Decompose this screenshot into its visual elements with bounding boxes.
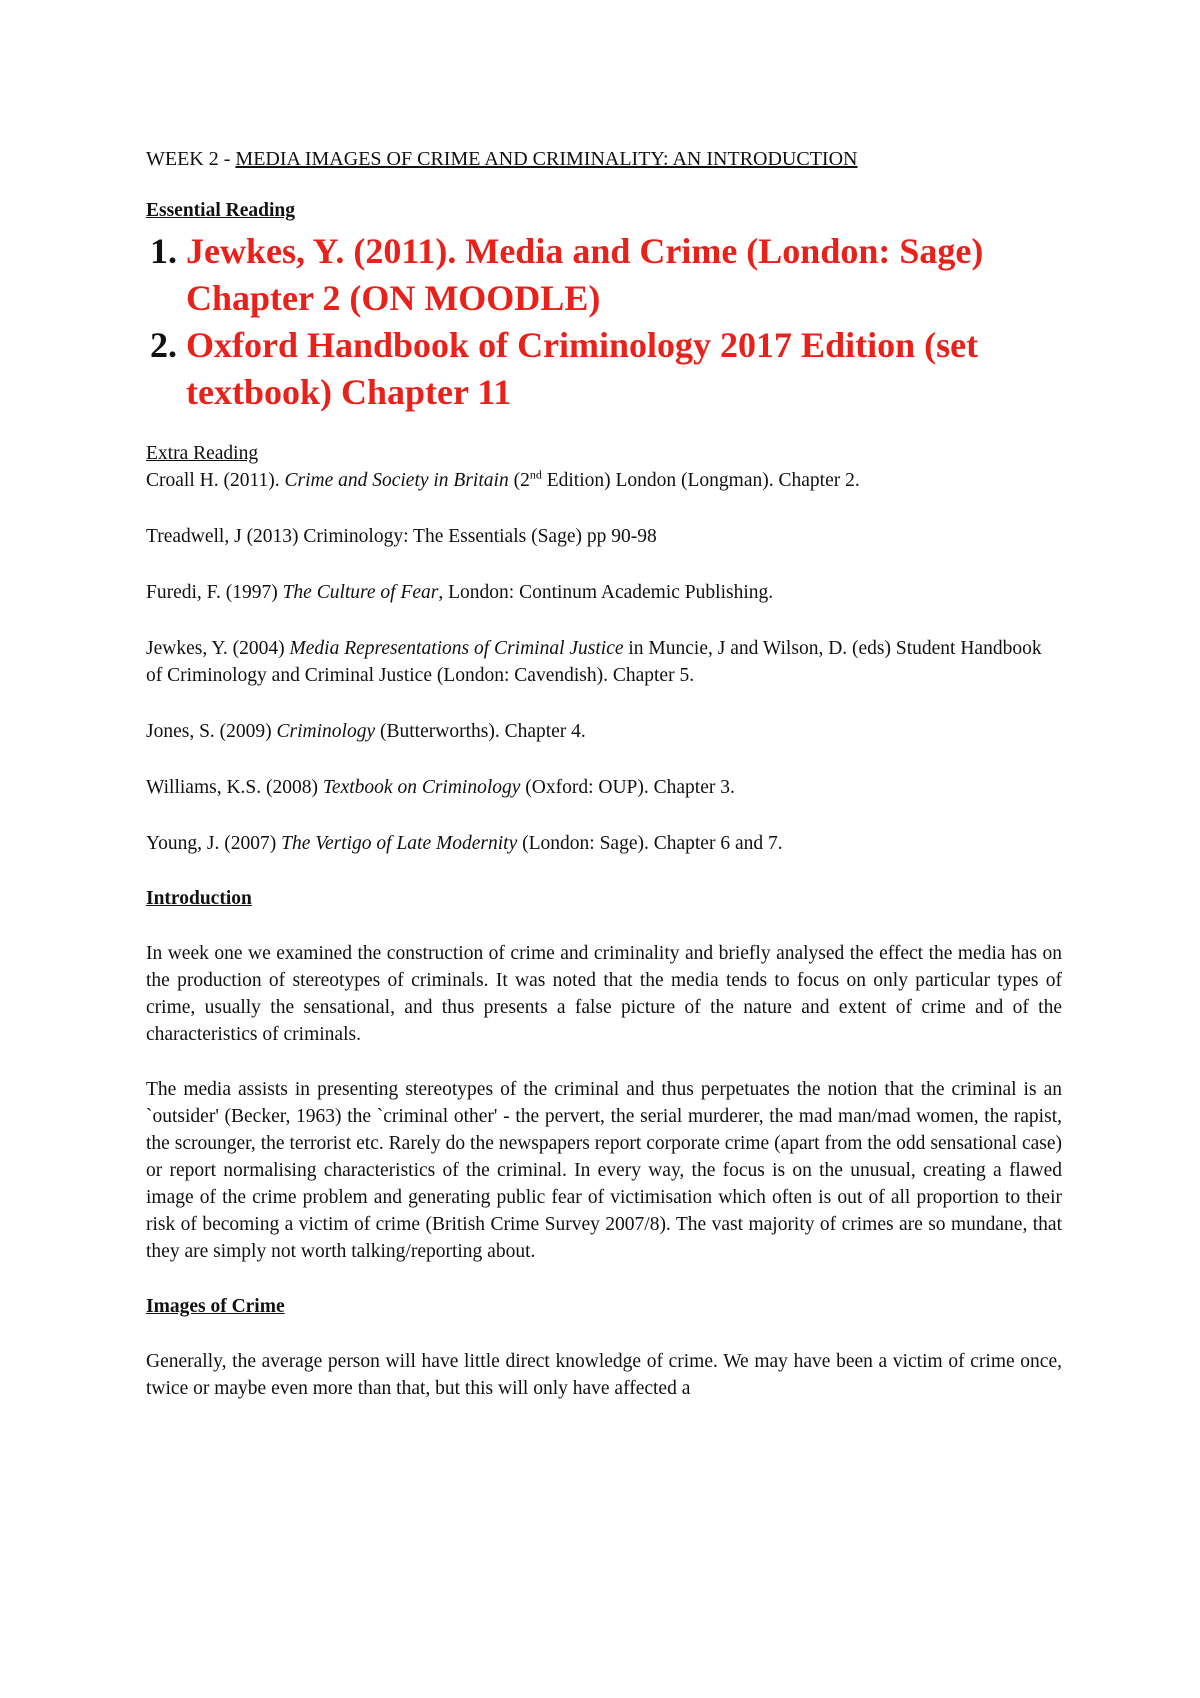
reference-williams xyxy=(146,774,1062,801)
images-of-crime-heading: Images of Crime xyxy=(146,1296,285,1317)
ref-title: Criminology xyxy=(276,721,376,742)
ref-title: Media Representations of Criminal Justice xyxy=(289,638,624,659)
reference-croall xyxy=(146,467,1062,494)
title-underlined: MEDIA IMAGES OF CRIME AND CRIMINALITY: AN INTRODUCTION xyxy=(235,148,858,170)
title-prefix: WEEK 2 - xyxy=(146,148,236,170)
extra-reading-heading: Extra Reading xyxy=(146,443,259,464)
ref-text: (Oxford: OUP). Chapter 3. xyxy=(520,777,735,798)
essential-reading-item: 1. Jewkes, Y. (2011). Media and Crime (London: Sage) Chapter 2 (ON MOODLE) xyxy=(186,228,1062,322)
ref-text: Young, J. (2007) xyxy=(146,833,282,854)
ref-text: (Butterworths). Chapter 4. xyxy=(375,721,586,742)
essential-reading-heading: Essential Reading xyxy=(146,200,295,221)
ref-text: Williams, K.S. (2008) xyxy=(146,777,323,798)
ref-text: Jewkes, Y. (2004) xyxy=(146,638,290,659)
ref-title: The Vertigo of Late Modernity xyxy=(281,833,518,854)
ref-superscript: nd xyxy=(529,467,542,482)
introduction-paragraph: The media assists in presenting stereotypes of the criminal and thus perpetuates the notion that the criminal is an `outsider' (Becker, 1963) the `criminal other' - the pervert, the serial murderer, the mad man/mad women, the rapist, the scrounger, the terrorist etc. Rarely do the newspapers report corporate crime (apart from the odd sensational case) or report normalising characteristics of the criminal. In every way, the focus is on the unusual, creating a flawed image of the crime problem and generating public fear of victimisation which often is out of all proportion to their risk of becoming a victim of crime (British Crime Survey 2007/8). The vast majority of crimes are so mundane, that they are simply not worth talking/reporting about. xyxy=(146,1079,1062,1262)
ref-text: Furedi, F. (1997) xyxy=(146,582,283,603)
ref-text: Jones, S. (2009) xyxy=(146,721,277,742)
reference-jewkes-2004 xyxy=(146,635,1062,689)
ref-text: (London: Sage). Chapter 6 and 7. xyxy=(517,833,783,854)
reference-furedi xyxy=(146,579,1062,606)
ref-text: in Muncie, J and Wilson, D. (eds) Student Handbook of Criminology and Criminal Justice (London: Cavendish). Chapter 5. xyxy=(146,638,1042,686)
reference-young xyxy=(146,830,1062,857)
images-of-crime-paragraph: Generally, the average person will have little direct knowledge of crime. We may have been a victim of crime once, twice or maybe even more than that, but this will only have affected a xyxy=(146,1351,1062,1399)
ref-title: Textbook on Criminology xyxy=(322,777,521,798)
reference-treadwell: Treadwell, J (2013) Criminology: The Essentials (Sage) pp 90-98 xyxy=(146,526,657,547)
reference-jones xyxy=(146,718,1062,745)
ref-text: Edition) London (Longman). Chapter 2. xyxy=(541,470,860,491)
ref-text: Croall H. (2011). xyxy=(146,470,285,491)
introduction-heading: Introduction xyxy=(146,888,252,909)
ref-title: Crime and Society in Britain xyxy=(284,470,509,491)
ref-title: The Culture of Fear xyxy=(282,582,439,603)
essential-reading-item: 2. Oxford Handbook of Criminology 2017 Edition (set textbook) Chapter 11 xyxy=(186,322,1062,416)
introduction-paragraph: In week one we examined the construction of crime and criminality and briefly analysed the effect the media has on the production of stereotypes of criminals. It was noted that the media tends to focus on only particular types of crime, usually the sensational, and thus presents a false picture of the nature and extent of crime and of the characteristics of criminals. xyxy=(146,943,1062,1045)
ref-text: (2 xyxy=(508,470,530,491)
document-body xyxy=(146,146,1062,1402)
essential-reading-list xyxy=(146,228,1062,416)
page-title xyxy=(146,146,1062,173)
ref-text: , London: Continum Academic Publishing. xyxy=(438,582,774,603)
